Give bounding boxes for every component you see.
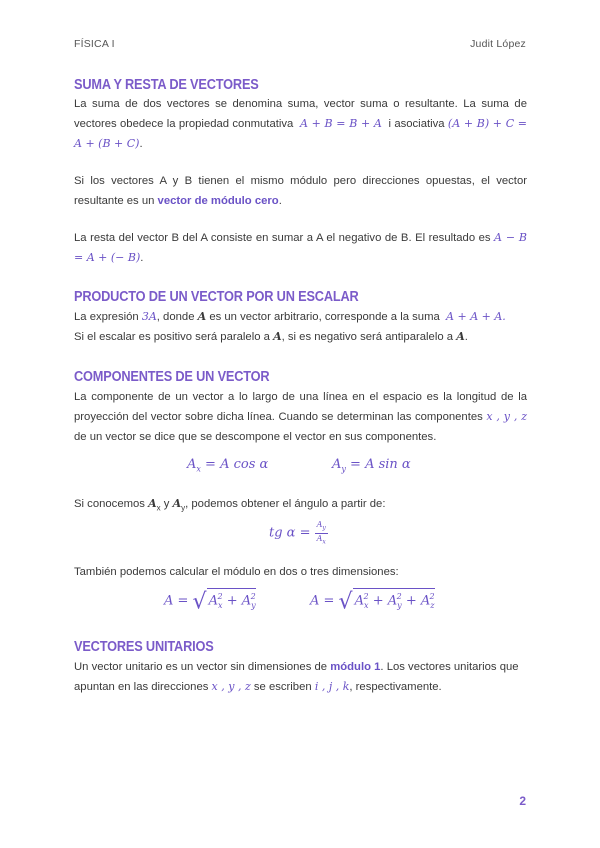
numerator: A bbox=[316, 520, 323, 529]
denominator: A bbox=[316, 533, 323, 543]
eq-rhs: = A sin α bbox=[345, 457, 411, 472]
text: , respectivamente. bbox=[349, 681, 442, 693]
paragraph-resta bbox=[74, 228, 527, 268]
symbol-a: A bbox=[273, 330, 282, 343]
text: y bbox=[163, 498, 170, 510]
eq-lhs: A = bbox=[164, 593, 193, 609]
header-right: Judit López bbox=[470, 38, 526, 50]
symbol-a: A bbox=[456, 330, 465, 343]
section-title-producto: PRODUCTO DE UN VECTOR POR UN ESCALAR bbox=[74, 289, 359, 305]
eq-lhs: tg α = bbox=[269, 525, 315, 541]
text: , si es negativo será antiparalelo a bbox=[281, 331, 454, 343]
text: , podemos obtener el ángulo a partir de: bbox=[185, 498, 386, 510]
denominator-subscript: x bbox=[322, 538, 326, 546]
formula-suma-aaa: A + A + A. bbox=[446, 310, 506, 323]
text: , donde bbox=[156, 311, 195, 323]
paragraph-opuestos bbox=[74, 171, 527, 211]
text: i asociativa bbox=[388, 118, 445, 130]
text: de un vector se dice que se descompone el vector en sus componentes. bbox=[74, 431, 437, 443]
page-number: 2 bbox=[519, 794, 526, 808]
eq-lhs: A = bbox=[310, 593, 339, 609]
section-title-unitarios: VECTORES UNITARIOS bbox=[74, 639, 214, 655]
text: La resta del vector B del A consiste en sumar a A el negativo de B. El resultado es bbox=[74, 232, 491, 244]
text: Un vector unitario es un vector sin dimensiones de bbox=[74, 661, 328, 673]
formula-ijk: i , j , k bbox=[314, 680, 350, 693]
text: La componente de un vector a lo largo de una línea en el espacio es la longitud de la proyección del vector sobre dicha línea. Cuando se determinan las componentes bbox=[74, 391, 527, 423]
section-title-suma: SUMA Y RESTA DE VECTORES bbox=[74, 77, 259, 93]
fraction bbox=[315, 520, 328, 546]
paragraph-componentes bbox=[74, 387, 527, 447]
numerator-subscript: y bbox=[322, 524, 326, 532]
header-left: FÍSICA I bbox=[74, 38, 115, 50]
text: . bbox=[140, 252, 144, 264]
text: es un vector arbitrario, corresponde a la suma bbox=[209, 311, 440, 323]
text: La expresión bbox=[74, 311, 139, 323]
section-title-componentes: COMPONENTES DE UN VECTOR bbox=[74, 369, 270, 385]
formula-asociativa: (A + B) + C = A + (B + C) bbox=[74, 117, 528, 150]
eq-subscript: y bbox=[341, 464, 346, 474]
text: se escriben bbox=[253, 681, 312, 693]
subscript: x bbox=[156, 503, 161, 513]
text: . bbox=[278, 195, 282, 207]
equation-modulo-2d: A = √ $A_x^2 + A_y^2$ bbox=[164, 589, 256, 615]
formula-resta: A − B = A + (− B) bbox=[74, 231, 527, 264]
formula-conmutativa: A + B = B + A bbox=[299, 117, 382, 130]
paragraph-suma bbox=[74, 94, 527, 154]
text: . bbox=[139, 138, 143, 150]
eq-symbol: A bbox=[187, 457, 197, 472]
paragraph-angulo bbox=[74, 494, 527, 518]
equation-modulo-3d: A = √ $A_x^2 + A_y^2 + A_z^2$ bbox=[310, 589, 435, 615]
subscript: y bbox=[181, 503, 186, 513]
symbol-a: A bbox=[197, 310, 207, 323]
text: La suma de dos vectores se denomina suma, vector suma o resultante. La suma de vectores obedece la propiedad conmutativa bbox=[74, 98, 527, 130]
equation-ay bbox=[332, 457, 411, 474]
formula-3a: 3A bbox=[141, 310, 157, 323]
symbol-a: A bbox=[148, 497, 157, 510]
text: Si el escalar es positivo será paralelo a bbox=[74, 331, 270, 343]
text: Si los vectores A y B tienen el mismo módulo pero direcciones opuestas, el vector resultante es un bbox=[74, 175, 527, 207]
equation-ax bbox=[187, 457, 268, 474]
eq-rhs: = A cos α bbox=[200, 457, 269, 472]
formula-xyz: x , y , z bbox=[211, 680, 251, 693]
symbol-a: A bbox=[172, 497, 182, 510]
text: . Los vectores unitarios que apuntan en las direcciones bbox=[74, 661, 519, 693]
formula-xyz: x , y , z bbox=[486, 410, 528, 423]
paragraph-modulo: También podemos calcular el módulo en dos o tres dimensiones: bbox=[74, 566, 399, 578]
text: . bbox=[464, 331, 468, 343]
highlight-vector-modulo-cero: vector de módulo cero bbox=[157, 195, 279, 207]
paragraph-unitarios bbox=[74, 657, 527, 697]
equation-tangente bbox=[269, 520, 328, 546]
highlight-modulo-1: módulo 1 bbox=[330, 661, 381, 673]
eq-symbol: A bbox=[332, 457, 342, 472]
text: Si conocemos bbox=[74, 498, 145, 510]
paragraph-producto bbox=[74, 307, 527, 347]
eq-subscript: x bbox=[196, 464, 201, 474]
